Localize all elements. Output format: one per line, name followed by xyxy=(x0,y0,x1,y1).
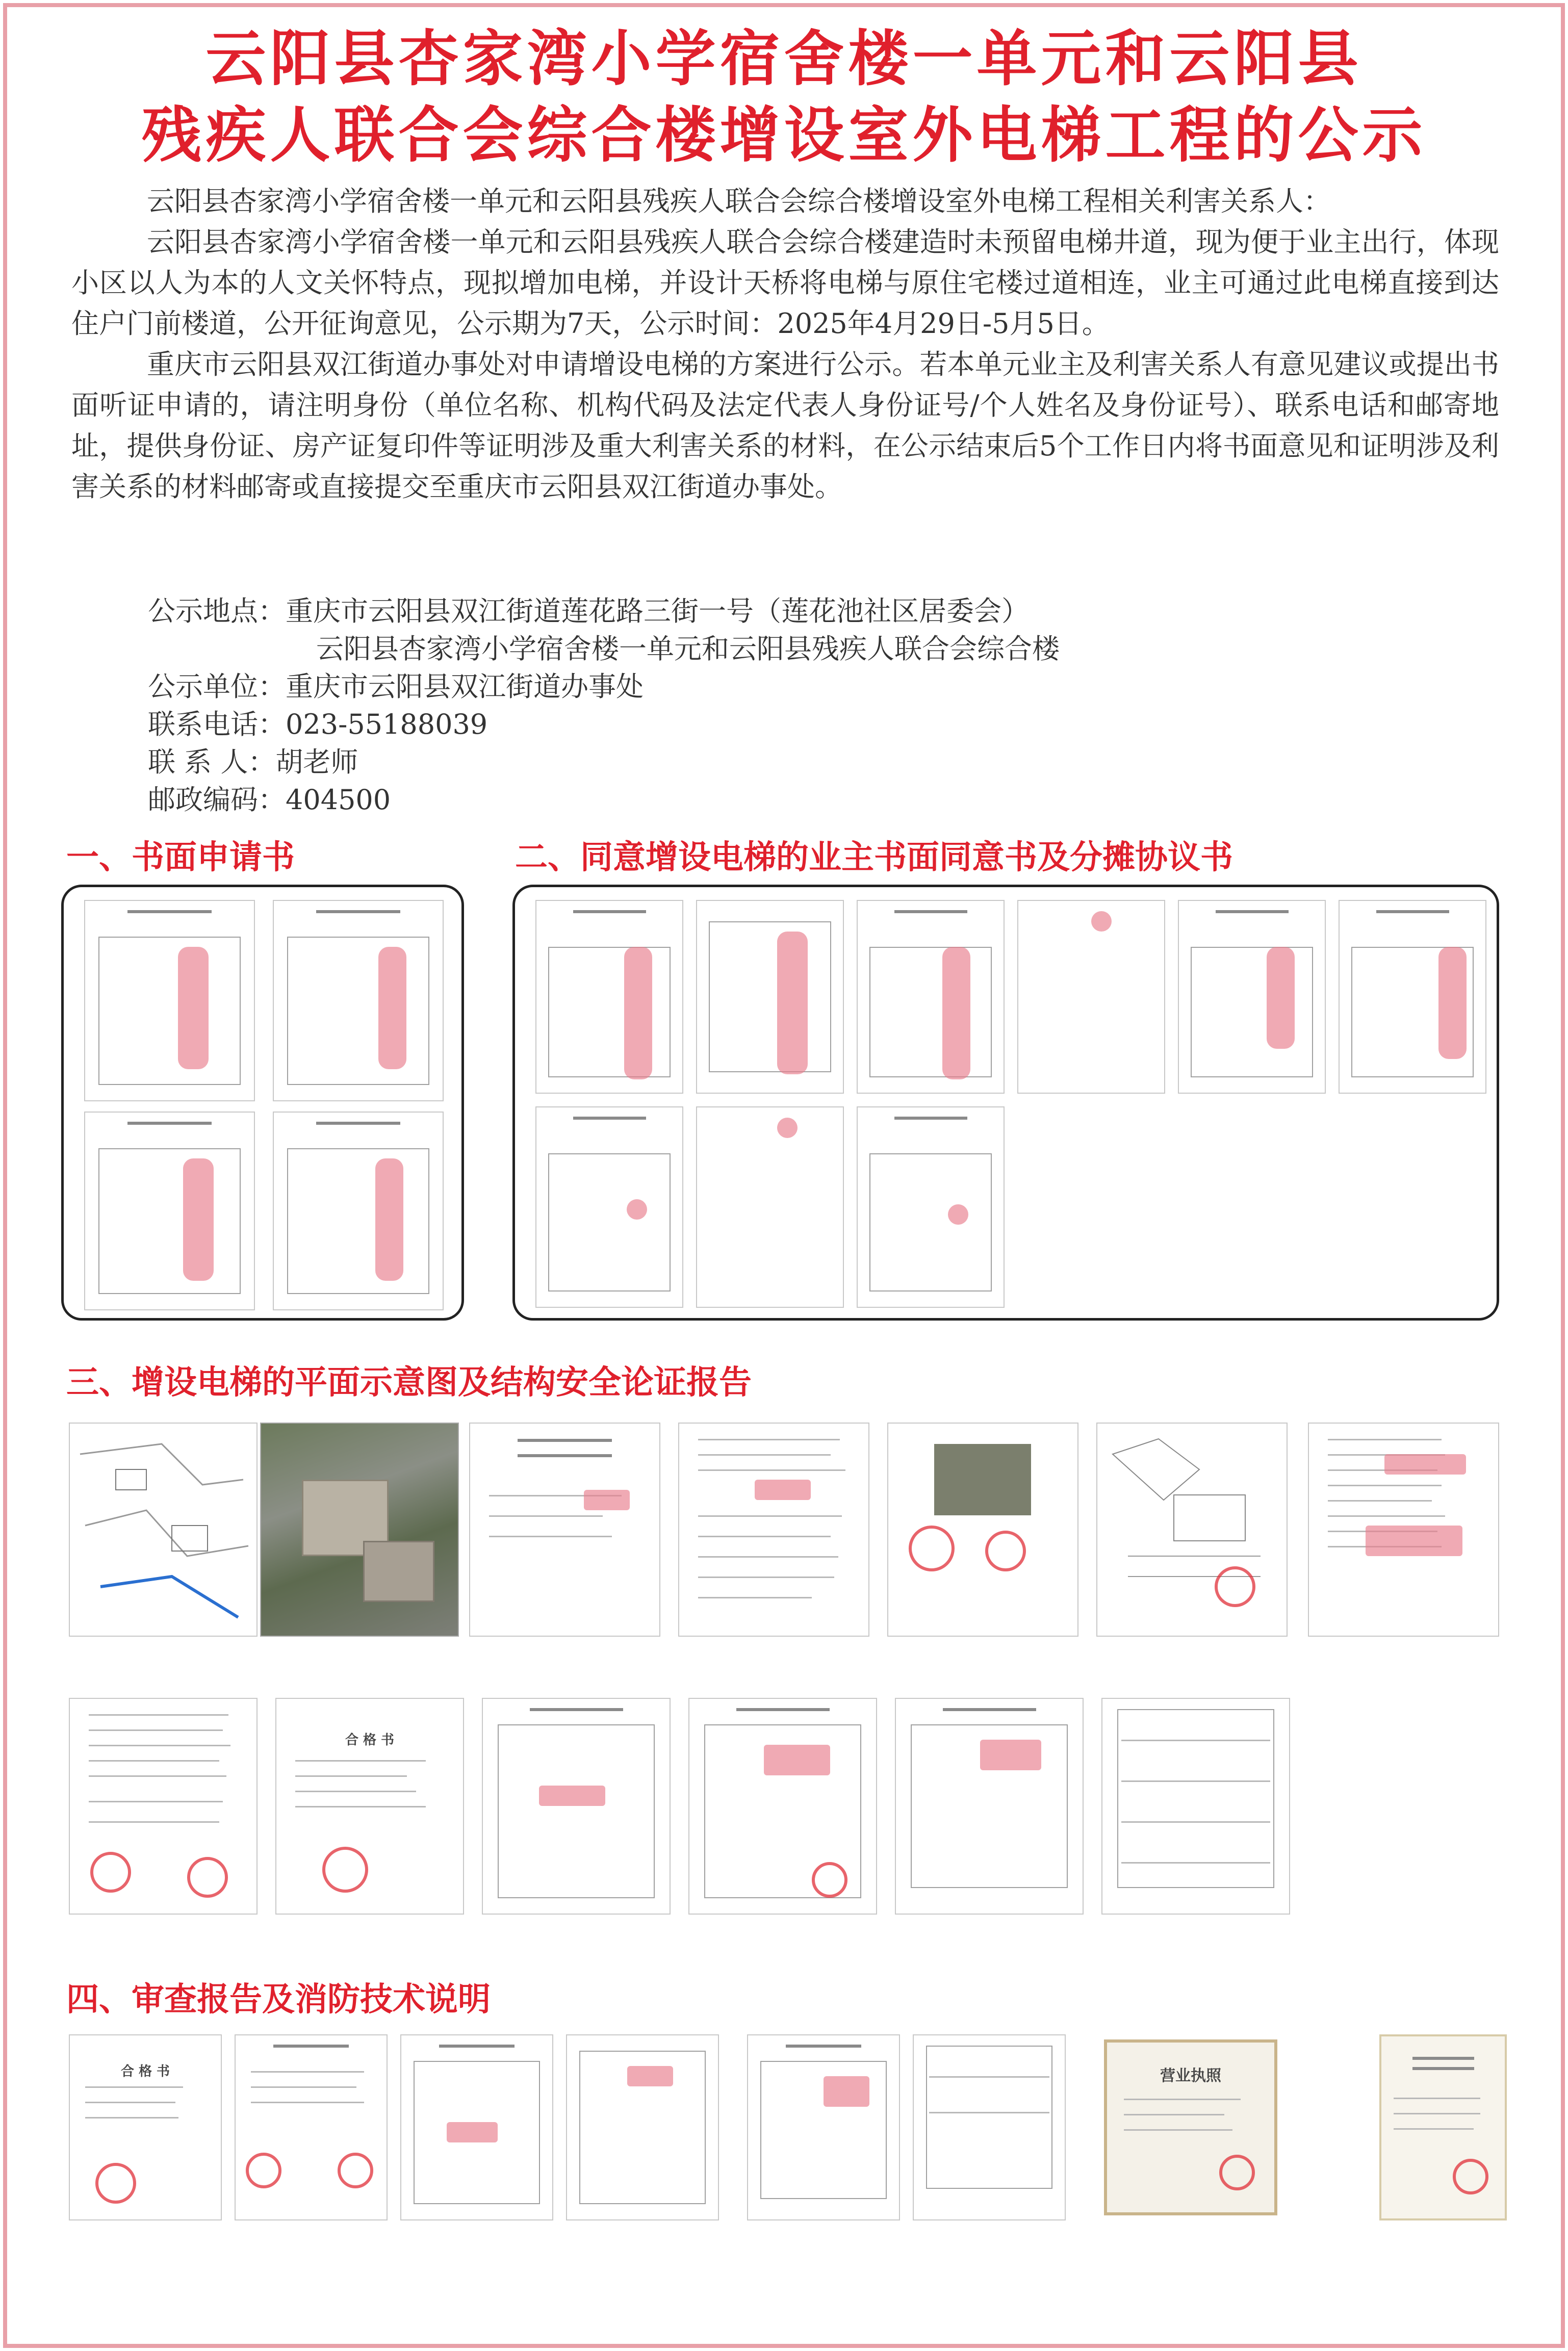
review-table-doc xyxy=(1101,1698,1290,1915)
consent-doc-3 xyxy=(857,900,1005,1094)
site-map-doc xyxy=(69,1423,258,1637)
consent-doc-1 xyxy=(535,900,683,1094)
location-2: 云阳县杏家湾小学宿舍楼一单元和云阳县残疾人联合会综合楼 xyxy=(316,633,1060,665)
consent-doc-6 xyxy=(1339,900,1486,1094)
fire-review-doc-5 xyxy=(913,2034,1066,2220)
structural-report-cover xyxy=(469,1423,660,1637)
paragraph-1: 云阳县杏家湾小学宿舍楼一单元和云阳县残疾人联合会综合楼建造时未预留电梯井道，现为便于业主出行，体现小区以人为本的人文关怀特点，现拟增加电梯，并设计天桥将电梯与原住宅楼过道相连，业主可通过此电梯直接到达住户门前楼道，公开征询意见，公示期为7天，公示时间：2025年4月29日-5月5日。 xyxy=(71,226,1499,340)
section-3-title: 三、增设电梯的平面示意图及结构安全论证报告 xyxy=(66,1364,752,1402)
application-doc-2 xyxy=(273,900,444,1101)
postcode-value: 404500 xyxy=(286,784,391,816)
postcode-label: 邮政编码： xyxy=(148,784,286,816)
location-1: 重庆市云阳县双江街道莲花路三街一号（莲花池社区居委会） xyxy=(286,595,1029,627)
contact-location-row-2 xyxy=(316,630,1060,668)
title-line-2: 残疾人联合会综合楼增设室外电梯工程的公示 xyxy=(141,99,1427,170)
consent-doc-8 xyxy=(696,1106,844,1308)
location-label: 公示地点： xyxy=(148,595,286,627)
review-form-1 xyxy=(482,1698,671,1915)
application-doc-4 xyxy=(273,1112,444,1310)
unit-label: 公示单位： xyxy=(148,670,286,703)
site-map-drawing xyxy=(70,1424,258,1637)
section-1-title: 一、书面申请书 xyxy=(66,839,295,876)
qualified-certificate-1: 合 格 书 xyxy=(275,1698,464,1915)
unit-value: 重庆市云阳县双江街道办事处 xyxy=(286,670,644,703)
business-license-doc: 营业执照 xyxy=(1104,2039,1277,2215)
structural-report-page-1 xyxy=(678,1423,869,1637)
floor-plan-drawing xyxy=(1097,1424,1288,1637)
consent-doc-4 xyxy=(1017,900,1165,1094)
notice-body xyxy=(71,181,1499,507)
section-1-panel xyxy=(61,885,464,1321)
person-value: 胡老师 xyxy=(275,746,358,778)
section-4-title: 四、审查报告及消防技术说明 xyxy=(66,1981,491,2019)
application-doc-1 xyxy=(84,900,255,1101)
review-form-3 xyxy=(895,1698,1084,1915)
consent-doc-5 xyxy=(1178,900,1326,1094)
aerial-photo xyxy=(260,1423,459,1637)
phone-value: 023-55188039 xyxy=(286,708,488,740)
consent-doc-7 xyxy=(535,1106,683,1308)
floor-plan-doc xyxy=(1096,1423,1288,1637)
contact-unit-row xyxy=(148,668,644,706)
fire-review-doc-4 xyxy=(747,2034,900,2220)
fire-review-doc-3 xyxy=(566,2034,719,2220)
fire-review-doc-1 xyxy=(235,2034,388,2220)
contact-phone-row xyxy=(148,706,487,743)
person-label: 联 系 人： xyxy=(148,746,276,778)
consent-doc-2 xyxy=(696,900,844,1094)
structural-report-page-2 xyxy=(887,1423,1078,1637)
standards-list-doc xyxy=(1308,1423,1499,1637)
report-page-3 xyxy=(69,1698,258,1915)
title-line-1: 云阳县杏家湾小学宿舍楼一单元和云阳县 xyxy=(205,23,1363,94)
qualified-certificate-2: 合 格 书 xyxy=(69,2034,222,2220)
application-doc-3 xyxy=(84,1112,255,1310)
section-2-panel xyxy=(512,885,1499,1321)
paragraph-2: 重庆市云阳县双江街道办事处对申请增设电梯的方案进行公示。若本单元业主及利害关系人有意见建议或提出书面听证申请的，请注明身份（单位名称、机构代码及法定代表人身份证号/个人姓名及身份证号）、联系电话和邮寄地址，提供身份证、房产证复印件等证明涉及重大利害关系的材料，在公示结束后5个工作日内将书面意见和证明涉及利害关系的材料邮寄或直接提交至重庆市云阳县双江街道办事处。 xyxy=(71,348,1499,503)
phone-label: 联系电话： xyxy=(148,708,286,740)
review-form-2 xyxy=(688,1698,877,1915)
contact-person-row xyxy=(148,743,358,781)
contact-postcode-row xyxy=(148,781,391,819)
consent-doc-9 xyxy=(857,1106,1005,1308)
section-2-title: 二、同意增设电梯的业主书面同意书及分摊协议书 xyxy=(515,839,1233,876)
special-equipment-license-doc xyxy=(1379,2034,1507,2220)
salutation: 云阳县杏家湾小学宿舍楼一单元和云阳县残疾人联合会综合楼增设室外电梯工程相关利害关系人： xyxy=(147,185,1331,217)
contact-location-row xyxy=(148,592,1029,630)
fire-review-doc-2 xyxy=(400,2034,553,2220)
